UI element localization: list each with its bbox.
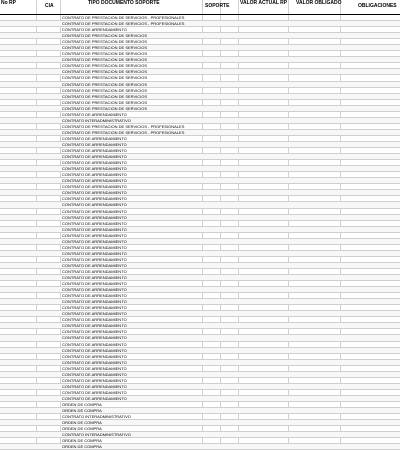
cell-tipo-documento: CONTRATO DE ARRENDAMIENTO: [62, 383, 127, 389]
cell-tipo-documento: CONTRATO DE PRESTACION DE SERVICIOS - PROFESIONALES: [62, 129, 185, 135]
cell-tipo-documento: CONTRATO DE ARRENDAMIENTO: [62, 190, 127, 196]
header-soporte: SOPORTE: [205, 3, 230, 9]
cell-tipo-documento: CONTRATO DE PRESTACION DE SERVICIOS: [62, 81, 148, 87]
cell-tipo-documento: ORDEN DE COMPRA: [62, 444, 102, 450]
header-valor-obligado: VALOR OBLIGADO: [296, 0, 342, 6]
cell-tipo-documento: CONTRATO DE ARRENDAMIENTO: [62, 141, 127, 147]
cell-tipo-documento: CONTRATO DE PRESTACION DE SERVICIOS - PROFESIONALES: [62, 15, 185, 20]
cell-tipo-documento: CONTRATO DE ARRENDAMIENTO: [62, 299, 127, 305]
table-row: [0, 444, 400, 450]
cell-tipo-documento: CONTRATO DE ARRENDAMIENTO: [62, 250, 127, 256]
cell-tipo-documento: CONTRATO DE PRESTACION DE SERVICIOS: [62, 57, 148, 63]
cell-tipo-documento: CONTRATO DE ARRENDAMIENTO: [62, 232, 127, 238]
cell-tipo-documento: ORDEN DE COMPRA: [62, 438, 102, 444]
cell-tipo-documento: ORDEN DE COMPRA: [62, 402, 102, 407]
cell-tipo-documento: CONTRATO DE ARRENDAMIENTO: [62, 377, 127, 383]
cell-tipo-documento: CONTRATO DE PRESTACION DE SERVICIOS: [62, 69, 148, 75]
cell-tipo-documento: CONTRATO INTERADMINISTRATIVO: [62, 414, 131, 420]
cell-tipo-documento: CONTRATO DE ARRENDAMIENTO: [62, 389, 127, 395]
cell-tipo-documento: CONTRATO DE ARRENDAMIENTO: [62, 226, 127, 232]
cell-tipo-documento: CONTRATO DE ARRENDAMIENTO: [62, 160, 127, 166]
cell-tipo-documento: ORDEN DE COMPRA: [62, 420, 102, 426]
cell-tipo-documento: CONTRATO DE ARRENDAMIENTO: [62, 172, 127, 178]
header-rp: No RP: [1, 0, 16, 6]
cell-tipo-documento: CONTRATO DE ARRENDAMIENTO: [62, 208, 127, 214]
cell-tipo-documento: CONTRATO DE ARRENDAMIENTO: [62, 148, 127, 154]
cell-tipo-documento: CONTRATO DE ARRENDAMIENTO: [62, 287, 127, 293]
cell-tipo-documento: CONTRATO DE ARRENDAMIENTO: [62, 220, 127, 226]
cell-tipo-documento: CONTRATO DE ARRENDAMIENTO: [62, 154, 127, 160]
cell-tipo-documento: CONTRATO DE ARRENDAMIENTO: [62, 202, 127, 208]
cell-tipo-documento: CONTRATO DE ARRENDAMIENTO: [62, 323, 127, 329]
table-header: [0, 0, 400, 15]
cell-tipo-documento: CONTRATO DE ARRENDAMIENTO: [62, 305, 127, 311]
cell-tipo-documento: CONTRATO DE ARRENDAMIENTO: [62, 365, 127, 371]
cell-tipo-documento: CONTRATO DE ARRENDAMIENTO: [62, 359, 127, 365]
cell-tipo-documento: CONTRATO DE ARRENDAMIENTO: [62, 178, 127, 184]
cell-tipo-documento: CONTRATO DE PRESTACION DE SERVICIOS: [62, 105, 148, 111]
header-cia: CIA: [45, 3, 54, 9]
cell-tipo-documento: CONTRATO DE ARRENDAMIENTO: [62, 111, 127, 117]
cell-tipo-documento: CONTRATO DE PRESTACION DE SERVICIOS: [62, 39, 148, 45]
cell-tipo-documento: CONTRATO DE ARRENDAMIENTO: [62, 256, 127, 262]
cell-tipo-documento: CONTRATO DE ARRENDAMIENTO: [62, 135, 127, 141]
cell-tipo-documento: CONTRATO INTERADMINISTRATIVO: [62, 117, 131, 123]
cell-tipo-documento: CONTRATO DE ARRENDAMIENTO: [62, 275, 127, 281]
cell-tipo-documento: CONTRATO DE PRESTACION DE SERVICIOS: [62, 87, 148, 93]
cell-tipo-documento: ORDEN DE COMPRA: [62, 426, 102, 432]
cell-tipo-documento: CONTRATO DE ARRENDAMIENTO: [62, 238, 127, 244]
cell-tipo-documento: CONTRATO INTERADMINISTRATIVO: [62, 432, 131, 438]
cell-tipo-documento: CONTRATO DE PRESTACION DE SERVICIOS - PROFESIONALES: [62, 123, 185, 129]
cell-tipo-documento: CONTRATO DE ARRENDAMIENTO: [62, 347, 127, 353]
cell-tipo-documento: CONTRATO DE ARRENDAMIENTO: [62, 371, 127, 377]
cell-tipo-documento: CONTRATO DE ARRENDAMIENTO: [62, 317, 127, 323]
cell-tipo-documento: CONTRATO DE ARRENDAMIENTO: [62, 335, 127, 341]
cell-tipo-documento: CONTRATO DE ARRENDAMIENTO: [62, 281, 127, 287]
cell-tipo-documento: CONTRATO DE ARRENDAMIENTO: [62, 166, 127, 172]
cell-tipo-documento: CONTRATO DE ARRENDAMIENTO: [62, 262, 127, 268]
cell-tipo-documento: CONTRATO DE PRESTACION DE SERVICIOS - PROFESIONALES: [62, 21, 185, 27]
cell-tipo-documento: ORDEN DE COMPRA: [62, 408, 102, 414]
table-body: [0, 15, 400, 450]
cell-tipo-documento: CONTRATO DE PRESTACION DE SERVICIOS: [62, 99, 148, 105]
cell-tipo-documento: CONTRATO DE PRESTACION DE SERVICIOS: [62, 45, 148, 51]
cell-tipo-documento: CONTRATO DE ARRENDAMIENTO: [62, 268, 127, 274]
cell-tipo-documento: CONTRATO DE ARRENDAMIENTO: [62, 244, 127, 250]
cell-tipo-documento: CONTRATO DE ARRENDAMIENTO: [62, 27, 127, 33]
cell-tipo-documento: CONTRATO DE PRESTACION DE SERVICIOS: [62, 51, 148, 57]
header-valor-actual: VALOR ACTUAL RP: [240, 0, 288, 6]
cell-tipo-documento: CONTRATO DE ARRENDAMIENTO: [62, 214, 127, 220]
cell-tipo-documento: CONTRATO DE PRESTACION DE SERVICIOS: [62, 63, 148, 69]
cell-tipo-documento: CONTRATO DE ARRENDAMIENTO: [62, 311, 127, 317]
cell-tipo-documento: CONTRATO DE ARRENDAMIENTO: [62, 196, 127, 202]
header-obligaciones: OBLIGACIONES: [358, 3, 397, 9]
cell-tipo-documento: CONTRATO DE ARRENDAMIENTO: [62, 341, 127, 347]
cell-tipo-documento: CONTRATO DE ARRENDAMIENTO: [62, 395, 127, 401]
cell-tipo-documento: CONTRATO DE ARRENDAMIENTO: [62, 329, 127, 335]
cell-tipo-documento: CONTRATO DE ARRENDAMIENTO: [62, 184, 127, 190]
cell-tipo-documento: CONTRATO DE PRESTACION DE SERVICIOS: [62, 75, 148, 81]
cell-tipo-documento: CONTRATO DE ARRENDAMIENTO: [62, 293, 127, 299]
cell-tipo-documento: CONTRATO DE PRESTACION DE SERVICIOS: [62, 93, 148, 99]
cell-tipo-documento: CONTRATO DE ARRENDAMIENTO: [62, 353, 127, 359]
cell-tipo-documento: CONTRATO DE PRESTACION DE SERVICIOS: [62, 33, 148, 39]
header-tipo-documento: TIPO DOCUMENTO SOPORTE: [88, 0, 160, 6]
